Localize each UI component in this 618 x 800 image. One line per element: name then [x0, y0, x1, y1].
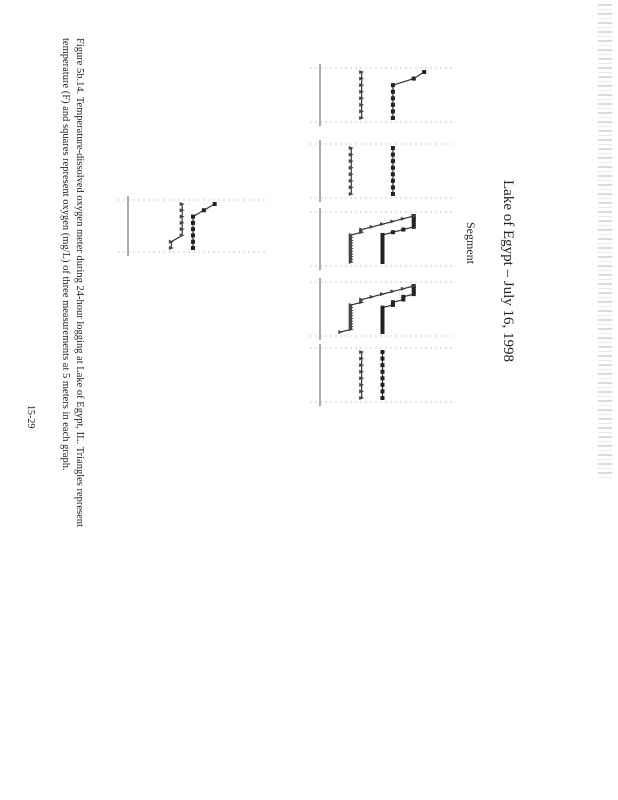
data-point-square [191, 221, 195, 225]
data-point-square [391, 179, 395, 183]
data-point-square [391, 192, 395, 196]
data-point-square [381, 330, 385, 334]
data-point-square [391, 96, 395, 100]
data-point-square [391, 90, 395, 94]
data-point-square [412, 77, 416, 81]
page-number: 15-29 [25, 405, 36, 429]
data-point-square [391, 166, 395, 170]
data-point-square [391, 153, 395, 157]
data-point-square [381, 383, 385, 387]
data-point-triangle [390, 289, 395, 293]
data-point-square [391, 185, 395, 189]
data-point-square [381, 357, 385, 361]
data-point-square [401, 228, 405, 232]
page-title: Lake of Egypt – July 16, 1998 [500, 180, 516, 363]
data-point-square [191, 227, 195, 231]
data-point-square [202, 208, 206, 212]
data-point-triangle [338, 330, 343, 334]
data-point-square [391, 116, 395, 120]
data-point-triangle [380, 222, 385, 226]
data-point-square [381, 350, 385, 354]
data-point-square [391, 303, 395, 307]
caption-line-2: temperature (F) and squares represent oxygen (mg/L) of three measurements at 5 meters in each graph. [60, 38, 71, 471]
data-point-square [391, 159, 395, 163]
data-point-square [401, 298, 405, 302]
data-point-square [381, 389, 385, 393]
data-point-square [391, 109, 395, 113]
data-point-triangle [380, 292, 385, 296]
data-point-square [381, 396, 385, 400]
data-point-square [391, 230, 395, 234]
data-point-triangle [370, 225, 375, 229]
data-point-triangle [390, 219, 395, 223]
series-line-1 [393, 72, 424, 118]
series-line-2 [341, 286, 414, 332]
data-point-triangle [401, 217, 406, 221]
figure-caption [58, 38, 86, 527]
data-point-square [412, 292, 416, 296]
data-point-square [422, 70, 426, 74]
data-point-square [391, 172, 395, 176]
data-point-square [381, 376, 385, 380]
data-point-square [381, 370, 385, 374]
data-point-square [191, 215, 195, 219]
data-point-square [381, 363, 385, 367]
data-point-square [213, 202, 217, 206]
data-point-triangle [401, 287, 406, 291]
data-point-square [191, 246, 195, 250]
data-point-square [391, 83, 395, 87]
caption-line-1: Figure 5b.14. Temperature-dissolved oxygen meter during 24-hour logging at Lake of Egypt, IL. Triangles represent [74, 38, 85, 527]
data-point-square [391, 103, 395, 107]
data-point-square [391, 146, 395, 150]
data-point-triangle [370, 295, 375, 299]
segment-label: Segment [464, 222, 478, 264]
data-point-square [381, 260, 385, 264]
data-point-square [412, 225, 416, 229]
data-point-square [191, 233, 195, 237]
data-point-square [191, 240, 195, 244]
